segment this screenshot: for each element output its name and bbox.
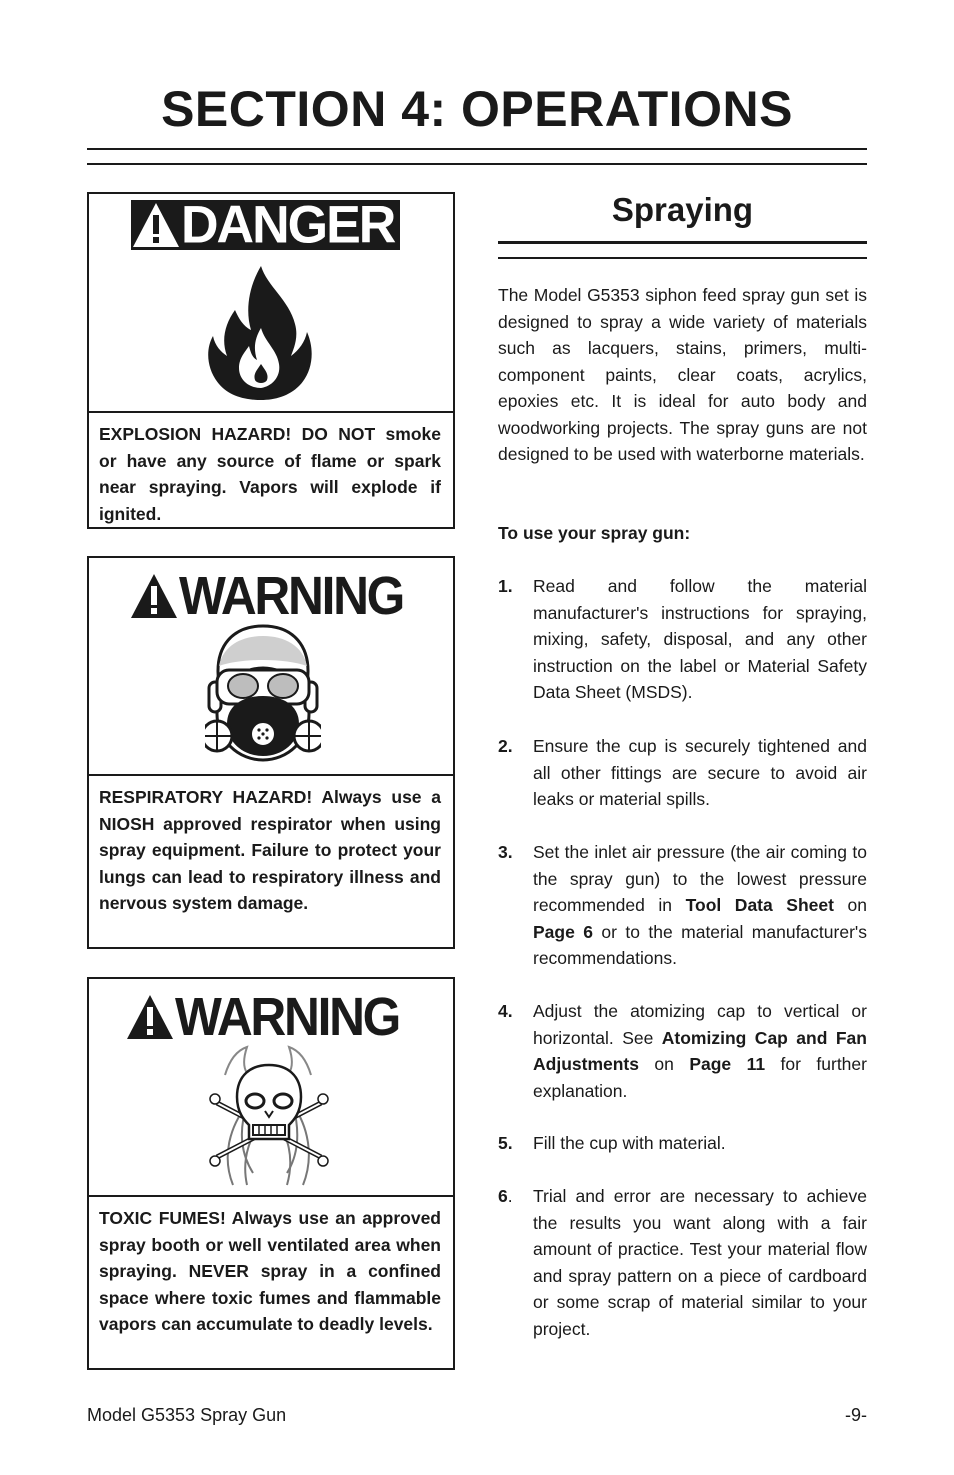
title-rule-top [87,148,867,150]
spraying-intro: The Model G5353 siphon feed spray gun set is designed to spray a wide variety of materials such as lacquers, stains, primers, multi-component paints, clear coats, acrylics, epoxies etc. It is ideal for auto body and woodworking projects. The spray guns are not designed to be used with waterborne materials. [498,285,867,464]
step-number: 1. [498,576,513,596]
warning-banner-label: WARNING [175,987,400,1047]
step-3 [498,839,867,972]
step-text: Trial and error are necessary to achieve the results you want along with a fair amount of practice. Test your material flow and spray pattern on a piece of cardboard or some scrap of material similar to your project. [533,1186,867,1339]
danger-banner-label: DANGER [181,195,395,255]
title-rule-bottom [87,163,867,165]
toxic-message: TOXIC FUMES! Always use an approved spray booth or well ventilated area when spraying. NEVER spray in a confined space where toxic fumes and flammable vapors can accumulate to deadly levels. [99,1208,441,1334]
step-text-part: Set the inlet air pressure (the air coming to the spray gun) to the lowest pressure recommended in [533,842,867,915]
step-text-part: Adjust the atomizing cap to vertical or horizontal. See [533,1001,867,1048]
page-6-ref: Page 6 [533,921,593,942]
step-text-part: on [638,1054,690,1074]
danger-box [87,192,455,529]
step-text-part: for further explanation. [533,1054,867,1101]
spraying-heading: Spraying [611,191,754,228]
step-1 [498,573,867,706]
toxic-warning-box [87,977,455,1370]
step-number-suffix: . [507,1186,513,1206]
tool-data-sheet-ref: Tool Data Sheet [685,895,834,915]
warning-triangle-icon [125,992,175,1042]
step-number: 3. [498,842,513,862]
step-4 [498,998,867,1104]
footer-model: Model G5353 Spray Gun [87,1405,287,1425]
footer-page-number: -9- [845,1405,867,1425]
spraying-rule-top [498,241,867,244]
flame-icon [207,264,315,400]
step-6 [498,1183,867,1342]
steps-heading: To use your spray gun: [498,523,691,543]
warning-triangle-icon [129,571,179,621]
warning-triangle-icon [131,200,181,250]
respiratory-warning-box [87,556,455,949]
step-2 [498,733,867,813]
step-text: Fill the cup with material. [533,1133,726,1153]
step-5 [498,1130,867,1157]
step-number-digit: 6 [498,1186,508,1206]
atomizing-cap-ref: Atomizing Cap and Fan Adjustments [533,1027,867,1074]
danger-message: EXPLOSION HAZARD! DO NOT smoke or have any source of flame or spark near spraying. Vapors will explode if ignited. [99,424,441,524]
warning-banner [129,566,422,626]
warning-banner-label: WARNING [179,566,404,626]
step-number: 2. [498,736,513,756]
step-number [498,1183,513,1210]
step-number: 4. [498,1001,513,1021]
danger-banner [131,195,400,255]
respirator-icon [205,624,321,764]
page-title: SECTION 4: OPERATIONS [161,81,793,137]
step-text: Read and follow the material manufacturer's instructions for spraying, mixing, safety, disposal, and any other instruction on the label or Material Safety Data Sheet (MSDS). [533,576,867,702]
step-text-part: or to the material manufacturer's recommendations. [533,921,867,968]
step-text [533,839,867,972]
spraying-rule-bottom [498,257,867,259]
page-11-ref: Page 11 [689,1054,766,1074]
respiratory-message: RESPIRATORY HAZARD! Always use a NIOSH approved respirator when using spray equipment. Failure to protect your lungs can lead to respiratory illness and nervous system damage. [99,787,441,913]
step-text: Ensure the cup is securely tightened and all other fittings are secure to avoid air leaks or material spills. [533,736,867,809]
step-text-part: on [833,895,867,915]
skull-crossbones-icon [207,1045,331,1189]
step-number: 5. [498,1133,513,1153]
step-text [533,998,867,1104]
warning-banner [125,987,418,1047]
